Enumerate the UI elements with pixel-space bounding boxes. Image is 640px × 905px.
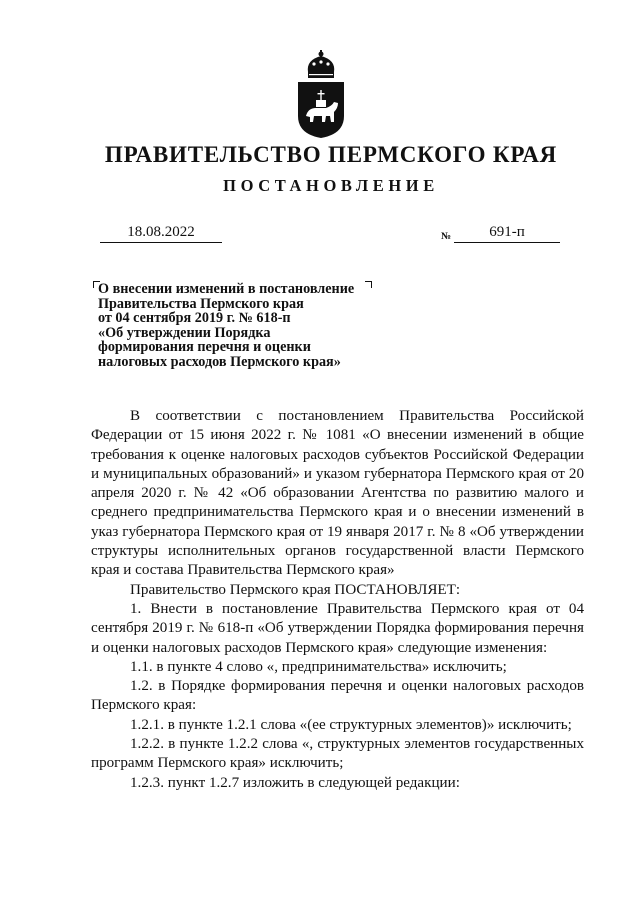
clause-1-paragraph: 1. Внести в постановление Правительства Пермского края от 04 сентября 2019 г. № 618-п «Об утверждении Порядка формирования перечня и оценки налоговых расходов Пермского края» следующие изменения:	[91, 600, 584, 656]
clause-1-2-1-paragraph: 1.2.1. в пункте 1.2.1 слова «(ее структурных элементов)» исключить;	[130, 716, 572, 733]
subject-line: Правительства Пермского края	[98, 295, 304, 312]
clause-1-2-3-paragraph: 1.2.3. пункт 1.2.7 изложить в следующей редакции:	[130, 774, 460, 791]
document-type-title: ПОСТАНОВЛЕНИЕ	[223, 176, 439, 195]
resolves-paragraph: Правительство Пермского края ПОСТАНОВЛЯЕТ:	[130, 581, 461, 598]
subject-line: «Об утверждении Порядка	[98, 324, 271, 341]
document-body	[91, 407, 584, 793]
preamble-paragraph: В соответствии с постановлением Правительства Российской Федерации от 15 июня 2022 г. № 1081 «О внесении изменений в общие требования к оценке налоговых расходов субъектов Российской Федерации и муниципальных образований» и указом губернатора Пермского края от 20 апреля 2020 г. № 42 «Об образовании Агентства по развитию малого и среднего предпринимательства Пермского края и о внесении изменений в указ губернатора Пермского края от 19 января 2017 г. № 8 «Об утверждении структуры исполнительных органов государственной власти Пермского края и состава Правительства Пермского края»	[91, 408, 584, 579]
document-subject	[98, 282, 398, 370]
coat-of-arms-icon	[296, 50, 346, 138]
document-date: 18.08.2022	[100, 224, 222, 243]
document-number: 691-п	[454, 224, 560, 243]
subject-line: от 04 сентября 2019 г. № 618-п	[98, 310, 291, 327]
clause-1-2-2-paragraph: 1.2.2. в пункте 1.2.2 слова «, структурных элементов государственных программ Пермского края» исключить;	[91, 736, 584, 772]
subject-line: формирования перечня и оценки	[98, 339, 311, 356]
clause-1-1-paragraph: 1.1. в пункте 4 слово «, предпринимательства» исключить;	[130, 658, 507, 675]
clause-1-2-paragraph: 1.2. в Порядке формирования перечня и оценки налоговых расходов Пермского края:	[91, 678, 584, 714]
number-label: №	[441, 231, 452, 242]
government-title: ПРАВИТЕЛЬСТВО ПЕРМСКОГО КРАЯ	[104, 142, 558, 167]
subject-line: налоговых расходов Пермского края»	[98, 353, 341, 370]
subject-line: О внесении изменений в постановление	[98, 281, 355, 297]
